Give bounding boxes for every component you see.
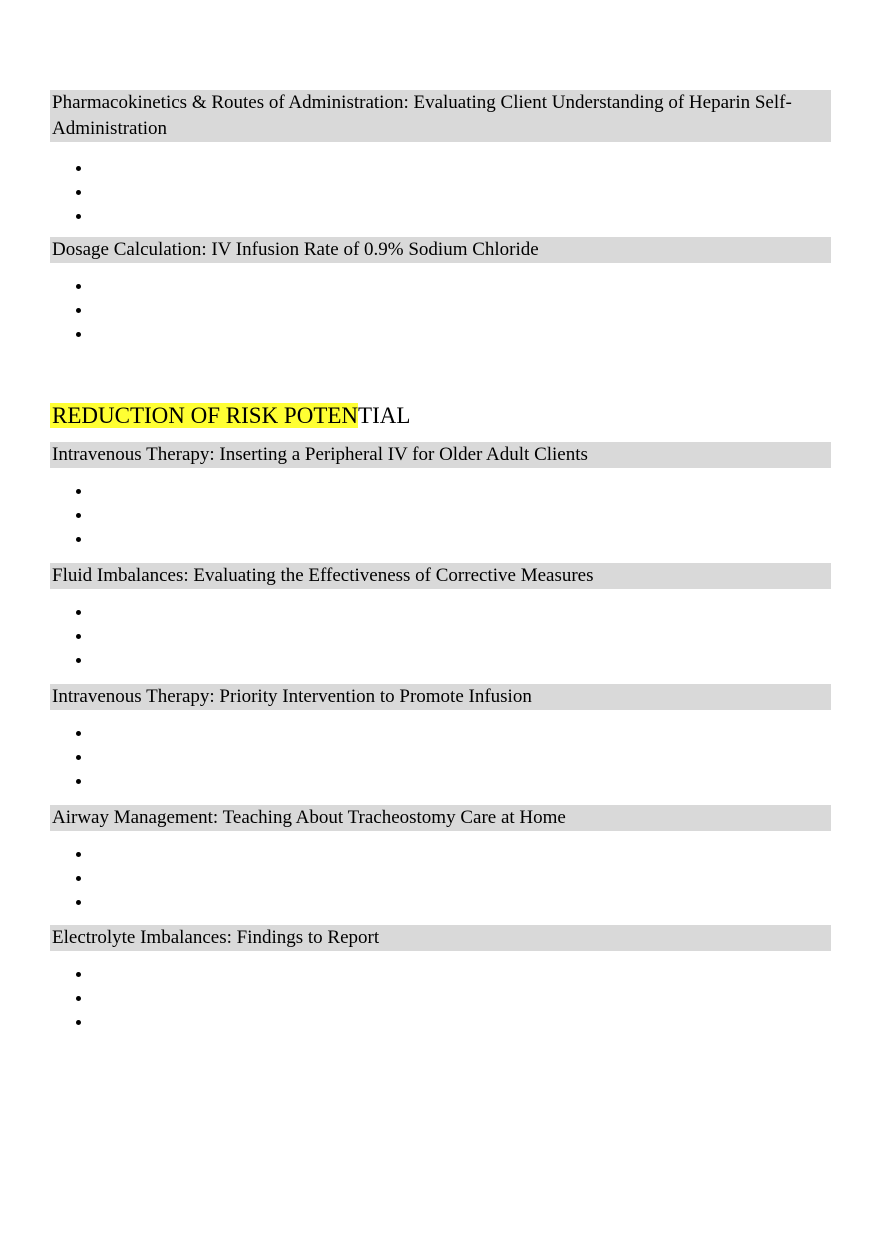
bullet-list	[50, 273, 831, 345]
bullet-icon	[76, 332, 81, 337]
bullet-icon	[76, 900, 81, 905]
bullet-list	[50, 961, 831, 1033]
topic-title: Pharmacokinetics & Routes of Administration: Evaluating Client Understanding of Heparin Self-Administration	[50, 90, 831, 142]
topic-title: Airway Management: Teaching About Tracheostomy Care at Home	[50, 805, 831, 831]
bullet-icon	[76, 214, 81, 219]
bullet-icon	[76, 755, 81, 760]
bullet-item	[50, 297, 831, 321]
bullet-item	[50, 720, 831, 744]
bullet-icon	[76, 779, 81, 784]
bullet-list	[50, 155, 831, 227]
section-heading-rest: TIAL	[358, 403, 411, 428]
bullet-item	[50, 203, 831, 227]
topic-block	[50, 442, 831, 550]
bullet-icon	[76, 284, 81, 289]
topic-block	[50, 805, 831, 913]
bullet-icon	[76, 190, 81, 195]
bullet-item	[50, 841, 831, 865]
topic-title: Intravenous Therapy: Priority Intervention to Promote Infusion	[50, 684, 831, 710]
bullet-item	[50, 478, 831, 502]
bullet-item	[50, 155, 831, 179]
bullet-icon	[76, 996, 81, 1001]
bullet-icon	[76, 537, 81, 542]
bullet-icon	[76, 731, 81, 736]
bullet-list	[50, 841, 831, 913]
bullet-icon	[76, 308, 81, 313]
bullet-item	[50, 623, 831, 647]
bullet-list	[50, 478, 831, 550]
bullet-icon	[76, 876, 81, 881]
topic-block	[50, 684, 831, 792]
bullet-icon	[76, 489, 81, 494]
bullet-icon	[76, 658, 81, 663]
bullet-item	[50, 179, 831, 203]
bullet-item	[50, 647, 831, 671]
bullet-icon	[76, 1020, 81, 1025]
bullet-icon	[76, 972, 81, 977]
bullet-item	[50, 502, 831, 526]
topic-title: Electrolyte Imbalances: Findings to Report	[50, 925, 831, 951]
topic-block	[50, 563, 831, 671]
topic-block	[50, 90, 831, 227]
topic-title: Dosage Calculation: IV Infusion Rate of 0.9% Sodium Chloride	[50, 237, 831, 263]
bullet-item	[50, 744, 831, 768]
bullet-item	[50, 273, 831, 297]
bullet-item	[50, 889, 831, 913]
topic-title: Fluid Imbalances: Evaluating the Effectiveness of Corrective Measures	[50, 563, 831, 589]
bullet-item	[50, 321, 831, 345]
bullet-item	[50, 985, 831, 1009]
bullet-icon	[76, 610, 81, 615]
bullet-item	[50, 961, 831, 985]
bullet-icon	[76, 166, 81, 171]
bullet-item	[50, 768, 831, 792]
topic-title: Intravenous Therapy: Inserting a Peripheral IV for Older Adult Clients	[50, 442, 831, 468]
topic-block	[50, 237, 831, 345]
bullet-item	[50, 865, 831, 889]
section-heading-highlight: REDUCTION OF RISK POTEN	[52, 403, 359, 428]
bullet-icon	[76, 852, 81, 857]
bullet-item	[50, 526, 831, 550]
bullet-list	[50, 720, 831, 792]
bullet-item	[50, 599, 831, 623]
topic-block	[50, 925, 831, 1033]
bullet-icon	[76, 634, 81, 639]
section-heading	[50, 401, 410, 431]
bullet-list	[50, 599, 831, 671]
bullet-item	[50, 1009, 831, 1033]
bullet-icon	[76, 513, 81, 518]
